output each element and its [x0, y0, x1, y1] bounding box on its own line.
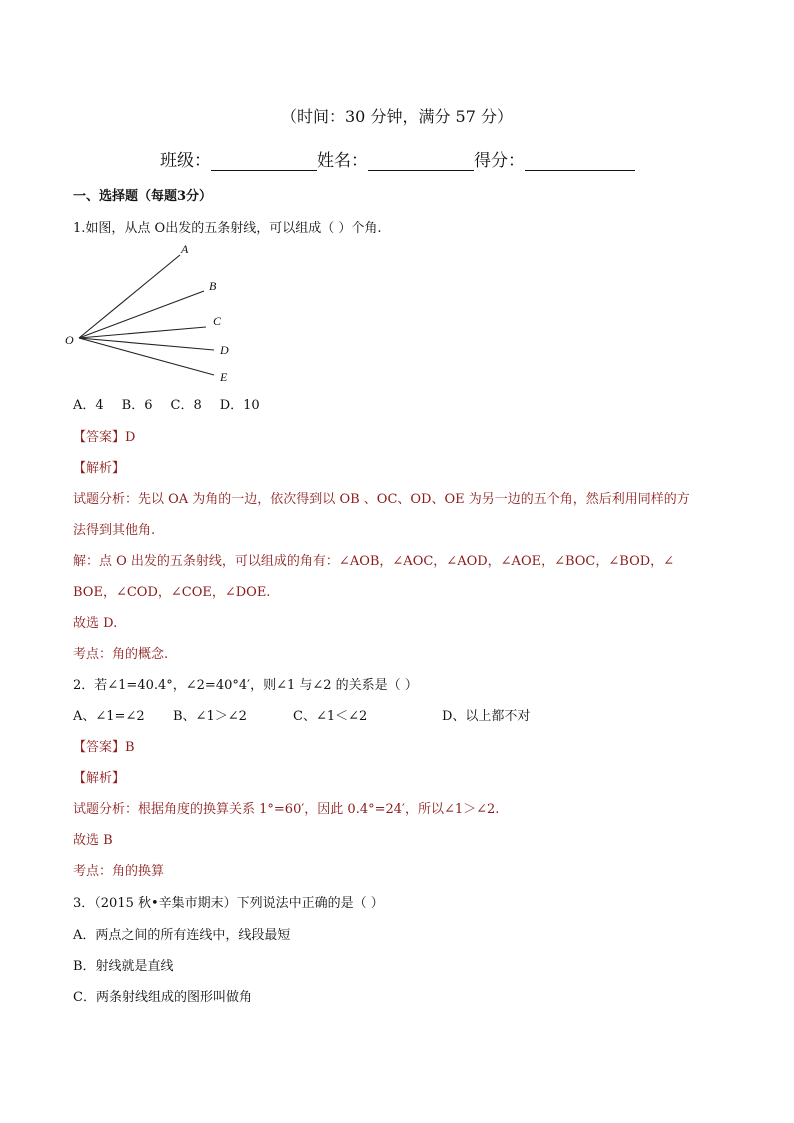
ray-ob	[79, 291, 204, 338]
class-label: 班级：	[160, 151, 211, 171]
name-blank[interactable]	[368, 152, 474, 171]
q2-option-b[interactable]: B、∠1＞∠2	[173, 709, 247, 724]
q2-point: 考点：角的换算	[73, 864, 165, 879]
ray-oc	[79, 327, 206, 338]
label-e: E	[220, 370, 228, 384]
q1-solution-line1: 解：点 O 出发的五条射线，可以组成的角有：∠AOB，∠AOC，∠AOD，∠AOE，∠BOC，∠BOD，∠	[73, 554, 675, 569]
q1-option-b[interactable]: B．6	[121, 398, 153, 413]
q2-analysis-title: 【解析】	[73, 771, 126, 786]
ray-oa	[79, 255, 180, 338]
q2-analysis-line1: 试题分析：根据角度的换算关系 1°=60′，因此 0.4°=24′，所以∠1＞∠2.	[73, 802, 500, 817]
name-label: 姓名：	[317, 151, 368, 171]
class-blank[interactable]	[211, 152, 317, 171]
q2-option-d[interactable]: D、以上都不对	[442, 709, 531, 724]
q2-choose: 故选 B	[73, 833, 113, 848]
q1-choose: 故选 D.	[73, 616, 118, 631]
time-info: （时间：30 分钟，满分 57 分）	[281, 107, 513, 126]
q2-option-a[interactable]: A、∠1=∠2	[73, 709, 145, 724]
q1-option-a[interactable]: A．4	[73, 398, 104, 413]
label-d: D	[220, 343, 229, 357]
q1-analysis-line2: 法得到其他角.	[73, 523, 156, 538]
info-row	[160, 146, 635, 171]
q3-option-b[interactable]: B．射线就是直线	[73, 959, 174, 974]
q1-analysis-title: 【解析】	[73, 461, 126, 476]
q1-answer: 【答案】D	[73, 430, 136, 445]
label-o: O	[65, 333, 74, 347]
q3-stem: 3．（2015 秋•辛集市期末）下列说法中正确的是（ ）	[73, 896, 384, 911]
q1-stem: 1.如图，从点 O出发的五条射线，可以组成（ ）个角.	[73, 221, 382, 236]
q1-analysis-line1: 试题分析：先以 OA 为角的一边，依次得到以 OB 、OC、OD、OE 为另一边的五个角，然后利用同样的方	[73, 492, 690, 507]
score-label: 得分：	[474, 151, 525, 171]
q2-answer: 【答案】B	[73, 740, 135, 755]
rays-figure	[60, 238, 250, 388]
q1-solution-line2: BOE，∠COD，∠COE，∠DOE.	[73, 585, 271, 600]
section-title: 一、选择题（每题3分）	[73, 189, 213, 204]
label-c: C	[213, 314, 222, 328]
q2-stem: 2．若∠1=40.4°，∠2=40°4′，则∠1 与∠2 的关系是（ ）	[73, 678, 418, 693]
q3-option-c[interactable]: C．两条射线组成的图形叫做角	[73, 990, 252, 1005]
q2-option-c[interactable]: C、∠1＜∠2	[293, 709, 368, 724]
q1-point: 考点：角的概念.	[73, 647, 169, 662]
q1-option-d[interactable]: D．10	[219, 398, 260, 413]
label-a: A	[181, 242, 189, 256]
label-b: B	[209, 279, 217, 293]
q1-options	[73, 394, 260, 413]
score-blank[interactable]	[525, 152, 635, 171]
q1-option-c[interactable]: C．8	[170, 398, 202, 413]
q3-option-a[interactable]: A．两点之间的所有连线中，线段最短	[73, 928, 291, 943]
